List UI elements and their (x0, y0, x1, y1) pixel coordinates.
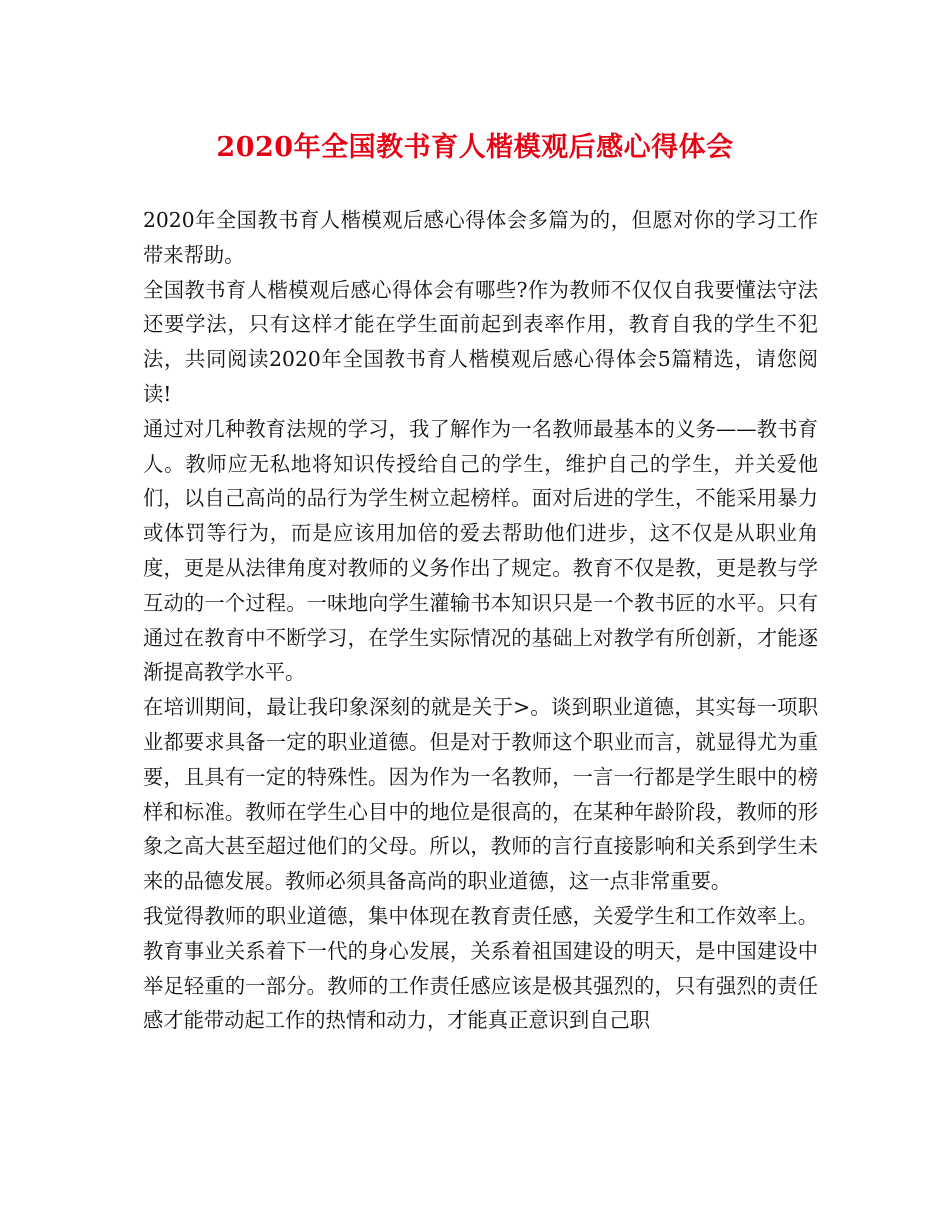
paragraph-question: 全国教书育人楷模观后感心得体会有哪些?作为教师不仅仅自我要懂法守法还要学法，只有这样才能在学生面前起到表率作用，教育自我的学生不犯法，共同阅读2020年全国教书育人楷模观后感心得体会5篇精选，请您阅读! (143, 277, 818, 406)
document-body (143, 203, 818, 1038)
paragraph-responsibility: 我觉得教师的职业道德，集中体现在教育责任感，关爱学生和工作效率上。教育事业关系着下一代的身心发展，关系着祖国建设的明天，是中国建设中举足轻重的一部分。教师的工作责任感应该是极其强烈的，只有强烈的责任感才能带动起工作的热情和动力，才能真正意识到自己职 (143, 903, 818, 1033)
paragraph-education-law: 通过对几种教育法规的学习，我了解作为一名教师最基本的义务——教书育人。教师应无私地将知识传授给自己的学生，维护自己的学生，并关爱他们，以自己高尚的品行为学生树立起榜样。面对后进的学生，不能采用暴力或体罚等行为，而是应该用加倍的爱去帮助他们进步，这不仅是从职业角度，更是从法律角度对教师的义务作出了规定。教育不仅是教，更是教与学互动的一个过程。一味地向学生灌输书本知识只是一个教书匠的水平。只有通过在教育中不断学习，在学生实际情况的基础上对教学有所创新，才能逐渐提高教学水平。 (143, 416, 818, 685)
paragraph-intro: 2020年全国教书育人楷模观后感心得体会多篇为的，但愿对你的学习工作带来帮助。 (143, 208, 818, 267)
paragraph-professional-ethics: 在培训期间，最让我印象深刻的就是关于>。谈到职业道德，其实每一项职业都要求具备一定的职业道德。但是对于教师这个职业而言，就显得尤为重要，且具有一定的特殊性。因为作为一名教师，一言一行都是学生眼中的榜样和标准。教师在学生心目中的地位是很高的，在某种年龄阶段，教师的形象之高大甚至超过他们的父母。所以，教师的言行直接影响和关系到学生未来的品德发展。教师必须具备高尚的职业道德，这一点非常重要。 (143, 695, 818, 894)
document-title: 2020年全国教书育人楷模观后感心得体会 (216, 132, 734, 163)
